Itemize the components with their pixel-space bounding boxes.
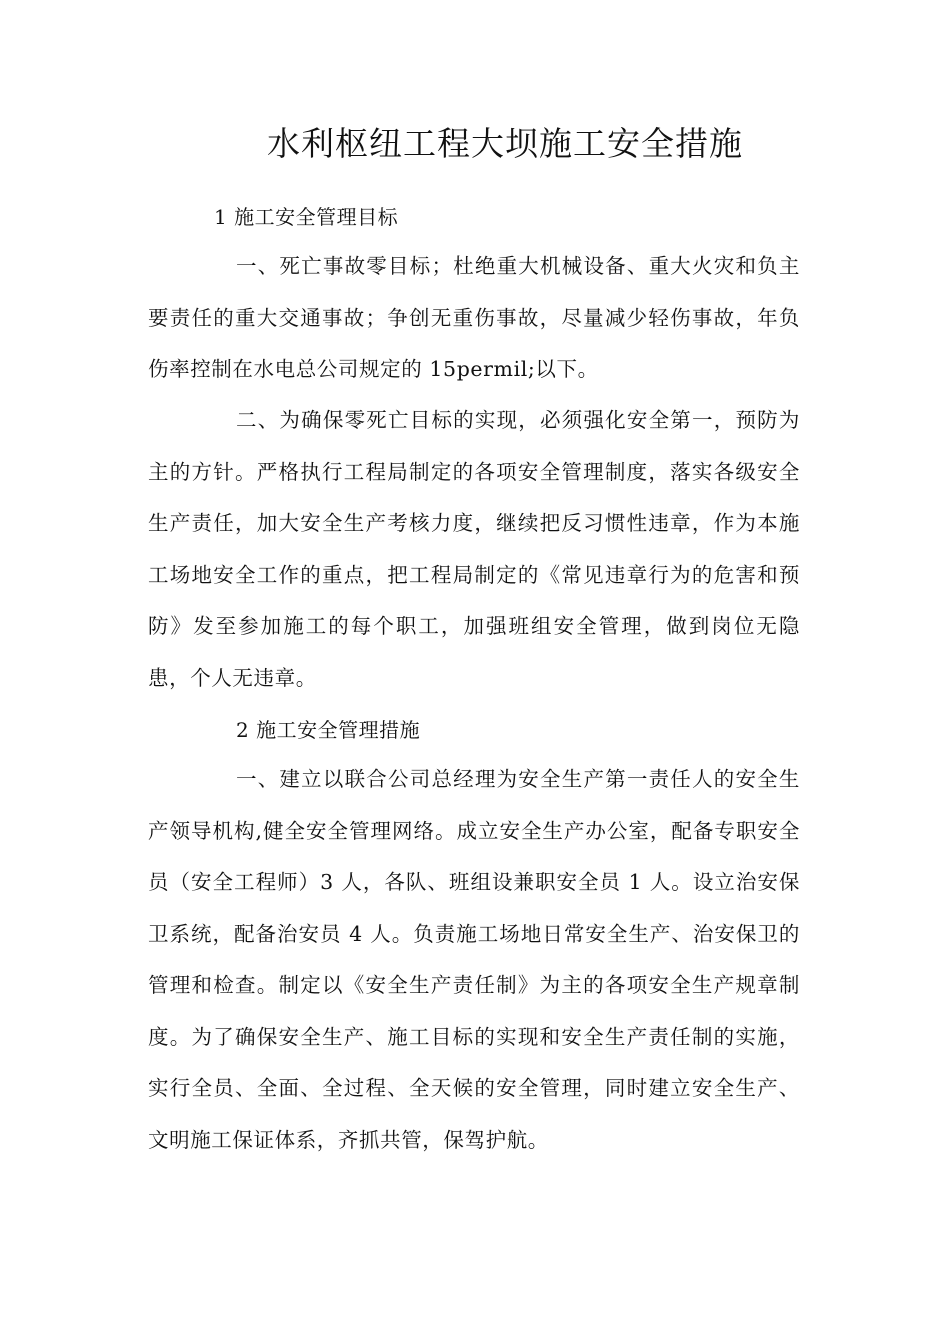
section-2-paragraph-1: 一、建立以联合公司总经理为安全生产第一责任人的安全生产领导机构,健全安全管理网络。成立安全生产办公室，配备专职安全员（安全工程师）3 人，各队、班组设兼职安全员 1 人。设立治安保卫系统，配备治安员 4 人。负责施工场地日常安全生产、治安保卫的管理和检查。制定以《安全生产责任制》为主的各项安全生产规章制度。为了确保安全生产、施工目标的实现和安全生产责任制的实施，实行全员、全面、全过程、全天候的安全管理，同时建立安全生产、文明施工保证体系，齐抓共管，保驾护航。 (148, 767, 800, 1152)
section-2-heading: 2 施工安全管理措施 (236, 718, 421, 742)
section-1-paragraph-1: 一、死亡事故零目标；杜绝重大机械设备、重大火灾和负主要责任的重大交通事故；争创无重伤事故，尽量减少轻伤事故，年负伤率控制在水电总公司规定的 15permil;以下。 (148, 254, 800, 381)
section-1-paragraph-2: 二、为确保零死亡目标的实现，必须强化安全第一，预防为主的方针。严格执行工程局制定的各项安全管理制度，落实各级安全生产责任，加大安全生产考核力度，继续把反习惯性违章，作为本施工场地安全工作的重点，把工程局制定的《常见违章行为的危害和预防》发至参加施工的每个职工，加强班组安全管理，做到岗位无隐患，个人无违章。 (148, 408, 800, 690)
document-title: 水利枢纽工程大坝施工安全措施 (267, 124, 743, 163)
section-1-heading: 1 施工安全管理目标 (214, 205, 399, 229)
